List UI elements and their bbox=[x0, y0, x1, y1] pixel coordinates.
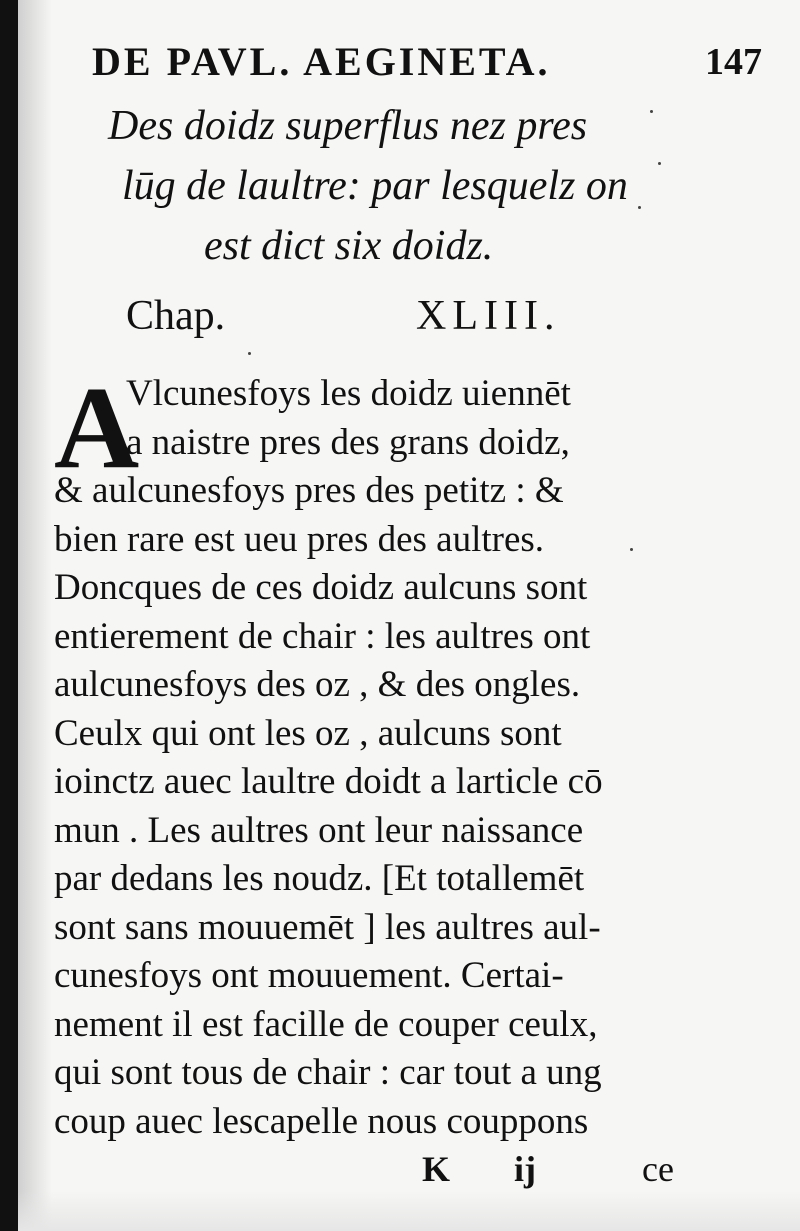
text-line: par dedans les noudz. [Et totallemēt bbox=[54, 858, 585, 899]
text-line: entierement de chair : les aultres ont bbox=[54, 615, 591, 657]
text-line: Doncques de ces doidz aulcuns sont bbox=[54, 567, 588, 608]
heading-line: lūg de laultre: par lesquelz on bbox=[122, 163, 628, 209]
catchword: ce bbox=[642, 1149, 674, 1189]
chapter-label: Chap. bbox=[126, 293, 226, 339]
book-page bbox=[18, 0, 800, 1231]
text-line: ioinctz auec laultre doidt a larticle cō bbox=[54, 761, 603, 802]
text-line: Ceulx qui ont les oz , aulcuns sont bbox=[54, 712, 562, 754]
speck bbox=[658, 162, 661, 165]
speck bbox=[650, 110, 653, 113]
text-line: mun . Les aultres ont leur naissance bbox=[54, 809, 584, 851]
text-line: aulcunesfoys des oz , & des ongles. bbox=[54, 664, 581, 705]
text-line: qui sont tous de chair : car tout a ung bbox=[54, 1052, 602, 1093]
text-line: Vlcunesfoys les doidz uiennēt bbox=[126, 373, 571, 414]
chapter-number-line bbox=[126, 292, 686, 352]
speck bbox=[638, 206, 641, 209]
heading-line: Des doidz superflus nez pres bbox=[108, 103, 588, 149]
text-line: a naistre pres des grans doidz, bbox=[126, 421, 570, 463]
speck bbox=[248, 352, 251, 355]
running-title: DE PAVL. AEGINETA. bbox=[92, 39, 551, 84]
text-line: nement il est facille de couper ceulx, bbox=[54, 1003, 598, 1045]
speck bbox=[630, 548, 633, 551]
chapter-heading bbox=[108, 96, 668, 276]
text-line: sont sans mouuemēt ] les aultres aul- bbox=[54, 906, 601, 948]
heading-line: est dict six doidz. bbox=[204, 223, 494, 269]
running-head bbox=[92, 38, 782, 98]
body-text bbox=[54, 362, 684, 1146]
text-line: bien rare est ueu pres des aultres. bbox=[54, 518, 545, 560]
chapter-number: XLIII. bbox=[416, 293, 561, 339]
signature-mark: K bbox=[422, 1149, 451, 1189]
catchline bbox=[54, 1148, 674, 1198]
drop-cap: A bbox=[54, 362, 140, 493]
text-line: coup auec lescapelle nous couppons bbox=[54, 1100, 589, 1142]
spine-shadow bbox=[18, 0, 52, 1231]
text-line: & aulcunesfoys pres des petitz : & bbox=[54, 470, 564, 511]
page-number: 147 bbox=[705, 41, 762, 83]
text-line: cunesfoys ont mouuement. Certai- bbox=[54, 955, 564, 996]
signature-leaf: ij bbox=[514, 1149, 536, 1189]
